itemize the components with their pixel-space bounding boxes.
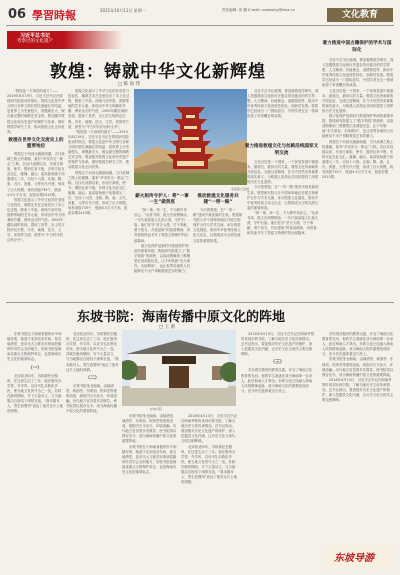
column-tag-title: 习近平总书记	[19, 33, 50, 39]
masthead: 學習時報	[32, 9, 76, 22]
article1-col5	[247, 160, 319, 300]
header-rule	[6, 25, 394, 26]
article1-subhead-3: 推动敦煌文化服务共建“一带一路”	[197, 194, 239, 205]
article1-body-4: 习近平总书记强调，要加强敦煌学研究，深入挖掘敦煌文化和历史遗存背后蕴含的哲学思想、人文精神、价值理念、道德规范等，推动中华优秀传统文化创造性转化、创新性发展。敦煌学已经成为一门国际显学，中国学者在这一领域取得了举世瞩目的成果。	[247, 89, 319, 119]
article2-col4	[181, 414, 238, 570]
page-number: 06	[8, 7, 27, 22]
article2-col6	[322, 332, 394, 542]
article2-section-2: （二）	[85, 375, 100, 381]
article2-body-3-cont2: 2018年4月13日，习近平总书记在海南考察时来到东坡书院，了解当地历史文化传承情况。总书记指出，要加强对历史文化遗产的保护，深入挖掘其文化内涵，让历史文化与现代文明交相辉映。	[322, 377, 394, 403]
article2-section-1: （一）	[28, 365, 42, 371]
article1-col2	[68, 89, 130, 299]
article1-body-1b-cont: 敦煌文化展示了中华文化的开放性与包容性，佛教艺术在这里经历了本土化过程，吸收了中原、西域乃至印度、波斯等地的艺术元素，体现出中华文明兼收并蓄、博采众长的气度。1900年藏经洞的发现，震惊了世界，出土的文物涉及宗教、历史、地理、语言、文学、民族等方面，被誉为“中古时代的百科全书”。	[68, 89, 130, 129]
editor-info: 责任编辑: 张 鹏 E-mail: xxsbwhjy@sina.cn	[222, 8, 295, 12]
article2-body-1: 北宋绍圣四年，苏轼被贬至儋州，在这里生活了三年。他在儋州办学堂、介学风，以诗书礼乐教化乡民，使当地文化风气为之一变。苏轼在儋州期间，写下大量诗文，与当地黎汉百姓结下深厚友谊，“我本儋耳人，寄生西蜀州”表达了他对这片土地的深情。	[7, 373, 63, 414]
article1-col1	[7, 89, 65, 299]
dongpo-academy-image	[122, 330, 236, 406]
column-tag	[7, 31, 63, 49]
article1-body-5: 文化自信是一个国家、一个民族发展中最基本、最深沉、最持久的力量。敦煌文化所承载的开放包容、交流互鉴精神，在今天仍然具有重要的现实意义，为构建人类命运共同体提供了深厚的历史文化滋养。	[247, 160, 319, 185]
article1-body-2: “择一事，终一生，不为繁华易匠心。”从常书鸿、段文杰到樊锦诗，一代代莫高窟人扎根大漠，守护石窟。他们坚守“坚守大漠、甘于奉献、勇于担当、开拓进取”的莫高精神，用青春和热血书写了敦煌文物保护的壮丽篇章。	[134, 208, 190, 243]
article1-col4	[193, 191, 243, 299]
article-divider	[6, 302, 394, 303]
article1-body-3-cont: 今天的敦煌，在“一带一路”建设中焕发新的生机。敦煌研究院与多个国家和地区开展文物保护合作与学术交流，举办敦煌文化展览，推动中华优秀传统文化走出去，让敦煌成为文明交流互鉴的重要桥梁。	[247, 185, 319, 210]
article1-photo	[134, 89, 247, 185]
article2-body-1-cont2: 北宋绍圣四年，苏轼被贬至儋州，在这里生活了三年。他在儋州办学堂、介学风，以诗书礼乐教化乡民，使当地文化风气为之一变。苏轼在儋州期间，写下大量诗文，与当地黎汉百姓结下深厚友谊，“我本儋耳人，寄生西蜀州”表达了他对这片土地的深情。	[181, 444, 238, 485]
article2-byline: □ 王 蕾	[159, 325, 176, 330]
article2-body-1-cont: 北宋绍圣四年，苏轼被贬至儋州，在这里生活了三年。他在儋州办学堂、介学风，以诗书礼乐教化乡民，使当地文化风气为之一变。苏轼在儋州期间，写下大量诗文，与当地黎汉百姓结下深厚友谊，“我本儋耳人，寄生西蜀州”表达了他对这片土地的深情。	[66, 332, 119, 372]
article1-body-2-cont: “择一事，终一生，不为繁华易匠心。”从常书鸿、段文杰到樊锦诗，一代代莫高窟人扎根大漠，守护石窟。他们坚守“坚守大漠、甘于奉献、勇于担当、开拓进取”的莫高精神，用青春和热血书写了敦煌文物保护的壮丽篇章。	[247, 210, 319, 236]
article1-body-1b: 敦煌文化展示了中华文化的开放性与包容性，佛教艺术在这里经历了本土化过程，吸收了中原、西域乃至印度、波斯等地的艺术元素，体现出中华文明兼收并蓄、博采众长的气度。1900年藏经洞的发现，震惊了世界，出土的文物涉及宗教、历史、地理、语言、文学、民族等方面，被誉为“中古时代的百科全书”。	[7, 197, 65, 243]
article2-body-2-cont2: 东坡书院坐北朝南，由载酒堂、载酒亭、东坡祠、钦帅堂等建筑组成，庭院内古木参天，环境清幽。历代地方官员曾多次修葺，使书院得以保存至今，成为海南传播中原文化的重要阵地。	[322, 357, 394, 377]
article2-body-3-cont: 2018年4月13日，习近平总书记在海南考察时来到东坡书院，了解当地历史文化传承情况。总书记指出，要加强对历史文化遗产的保护，深入挖掘其文化内涵，让历史文化与现代文明交相辉映。	[241, 332, 314, 357]
article2-photo-caption: 东坡书院	[150, 407, 163, 411]
article1-subhead-2: 薪火相传守护人：将“一事一生”做到底	[135, 194, 189, 205]
article2-body-2-cont: 东坡书院坐北朝南，由载酒堂、载酒亭、东坡祠、钦帅堂等建筑组成，庭院内古木参天，环境清幽。历代地方官员曾多次修葺，使书院得以保存至今，成为海南传播中原文化的重要阵地。	[122, 414, 177, 444]
article2-body-4: 苏东坡在儋州的教育实践，开启了海南文化教育的先河。他的学生姜唐佐成为海南第一位举人，此后海南人才辈出。东坡文化已经融入海南人民的精神血脉，成为海南文化的重要组成部分，至今仍在滋养着这片热土。	[241, 368, 313, 393]
column-tag-bar	[63, 31, 123, 49]
article2-photo	[122, 330, 236, 406]
issue-date: 2021年10月11日 星期一	[100, 8, 146, 13]
mogao-pagoda-image	[134, 89, 247, 185]
article2-col2	[66, 332, 119, 570]
article1-subhead-1: 敦煌在世界文化交流史上的重要地位	[8, 137, 64, 149]
article1-intro: “敦煌是一片神奇的地方”——2019年8月19日，习近平总书记在敦煌研究院座谈时指出，敦煌文化是中华文明与各种文明长期交流融汇的结晶，是世界上历史最悠久、规模最宏大、保存最完整的佛教艺术宝库。要加强对敦煌文化和历史遗产的保护与传承，做好敦煌学研究工作，推动敦煌文化走向世界。	[7, 89, 65, 134]
article1-subhead-a: 着力推进中国古籍保护的学术与国际化	[322, 41, 392, 53]
corner-logo	[324, 545, 394, 569]
article1-body-2b-cont: 数字化保护是新时代敦煌保护利用的重要举措。敦煌研究院建立了“数字敦煌”资源库，以高清图像和三维模型记录洞窟信息，让千年壁画“永久保存、永续利用”，也让世界各地的人们能够足不出户领略敦煌艺术的魅力。	[322, 114, 394, 139]
article1-subhead-b: 着力推进敦煌文化与丝路沿线国家文明交流	[244, 144, 319, 156]
article1-body-1-cont: 敦煌位于河西走廊最西端，古代丝绸之路上的重镇，素有“华戎所交一都会”之称。自汉代设郡以来，东西方商旅、使节、僧侣往来不绝，多种文化在此交汇、碰撞、融合。莫高窟始凿于前秦建元二年，历经十六国、北朝、隋、唐、五代、西夏、元等历代兴建，形成了巨大规模，现有洞窟735个，壁画4.5万平方米、泥质彩塑2415尊。	[68, 170, 130, 216]
article2-body-3: 2018年4月13日，习近平总书记在海南考察时来到东坡书院，了解当地历史文化传承情况。总书记指出，要加强对历史文化遗产的保护，深入挖掘其文化内涵，让历史文化与现代文明交相辉映。	[181, 414, 238, 444]
article1-photo-caption: 莫高窟九层楼	[231, 187, 250, 191]
article1-body-4-cont: 习近平总书记强调，要加强敦煌学研究，深入挖掘敦煌文化和历史遗存背后蕴含的哲学思想、人文精神、价值理念、道德规范等，推动中华优秀传统文化创造性转化、创新性发展。敦煌学已经成为一门国际显学，中国学者在这一领域取得了举世瞩目的成果。	[322, 58, 394, 88]
section-label: 文化教育	[327, 8, 393, 22]
article2-col3	[122, 414, 178, 570]
article1-headline: 敦煌：铸就中华文化新辉煌	[50, 62, 266, 82]
article1-intro-cont: “敦煌是一片神奇的地方”——2019年8月19日，习近平总书记在敦煌研究院座谈时指出，敦煌文化是中华文明与各种文明长期交流融汇的结晶，是世界上历史最悠久、规模最宏大、保存最完整的佛教艺术宝库。要加强对敦煌文化和历史遗产的保护与传承，做好敦煌学研究工作，推动敦煌文化走向世界。	[68, 129, 130, 170]
article1-body-3: 今天的敦煌，在“一带一路”建设中焕发新的生机。敦煌研究院与多个国家和地区开展文物保护合作与学术交流，举办敦煌文化展览，推动中华优秀传统文化走出去，让敦煌成为文明交流互鉴的重要桥梁。	[193, 208, 243, 243]
article2-col5	[241, 332, 314, 570]
article1-col3	[134, 191, 190, 299]
article1-byline: □ 陈 尚 伟	[118, 82, 141, 87]
article1-body-5-cont: 文化自信是一个国家、一个民族发展中最基本、最深沉、最持久的力量。敦煌文化所承载的开放包容、交流互鉴精神，在今天仍然具有重要的现实意义，为构建人类命运共同体提供了深厚的历史文化滋养。	[322, 88, 394, 113]
article2-body-4-cont: 苏东坡在儋州的教育实践，开启了海南文化教育的先河。他的学生姜唐佐成为海南第一位举人，此后海南人才辈出。东坡文化已经融入海南人民的精神血脉，成为海南文化的重要组成部分，至今仍在滋养着这片热土。	[322, 332, 394, 357]
article1-col6	[322, 58, 394, 300]
article1-col5-top	[247, 89, 319, 141]
article1-body-1-cont2: 敦煌位于河西走廊最西端，古代丝绸之路上的重镇，素有“华戎所交一都会”之称。自汉代设郡以来，东西方商旅、使节、僧侣往来不绝，多种文化在此交汇、碰撞、融合。莫高窟始凿于前秦建元二年，历经十六国、北朝、隋、唐、五代、西夏、元等历代兴建，形成了巨大规模，现有洞窟735个，壁画4.5万平方米、泥质彩塑2415尊。	[322, 139, 394, 180]
article2-col1	[7, 332, 63, 570]
article2-headline: 东坡书院：海南传播中原文化的阵地	[77, 310, 286, 325]
article1-body-1: 敦煌位于河西走廊最西端，古代丝绸之路上的重镇，素有“华戎所交一都会”之称。自汉代设郡以来，东西方商旅、使节、僧侣往来不绝，多种文化在此交汇、碰撞、融合。莫高窟始凿于前秦建元二年，历经十六国、北朝、隋、唐、五代、西夏、元等历代兴建，形成了巨大规模，现有洞窟735个，壁画4.5万平方米、泥质彩塑2415尊。	[7, 151, 65, 197]
column-tag-subtitle: 考察过的文化遗产	[17, 39, 53, 44]
corner-logo-text: 东坡导游	[334, 553, 374, 564]
article2-section-3: （三）	[270, 360, 285, 366]
article1-body-2b: 数字化保护是新时代敦煌保护利用的重要举措。敦煌研究院建立了“数字敦煌”资源库，以高清图像和三维模型记录洞窟信息，让千年壁画“永久保存、永续利用”，也让世界各地的人们能够足不出户领略敦煌艺术的魅力。	[134, 243, 190, 274]
article2-body-2: 东坡书院坐北朝南，由载酒堂、载酒亭、东坡祠、钦帅堂等建筑组成，庭院内古木参天，环境清幽。历代地方官员曾多次修葺，使书院得以保存至今，成为海南传播中原文化的重要阵地。	[66, 383, 117, 414]
article2-intro: 东坡书院位于海南省儋州市中和镇东郊，始建于北宋绍圣年间，原名载酒堂，是宋代大文豪苏东坡谪居儋州时讲学会友的地方。东坡书院是海南省重点文物保护单位，也是海南历史文化的重要标志。	[7, 332, 62, 362]
article2-intro-cont: 东坡书院位于海南省儋州市中和镇东郊，始建于北宋绍圣年间，原名载酒堂，是宋代大文豪苏东坡谪居儋州时讲学会友的地方。东坡书院是海南省重点文物保护单位，也是海南历史文化的重要标志。	[122, 444, 177, 475]
page-header	[0, 0, 400, 28]
